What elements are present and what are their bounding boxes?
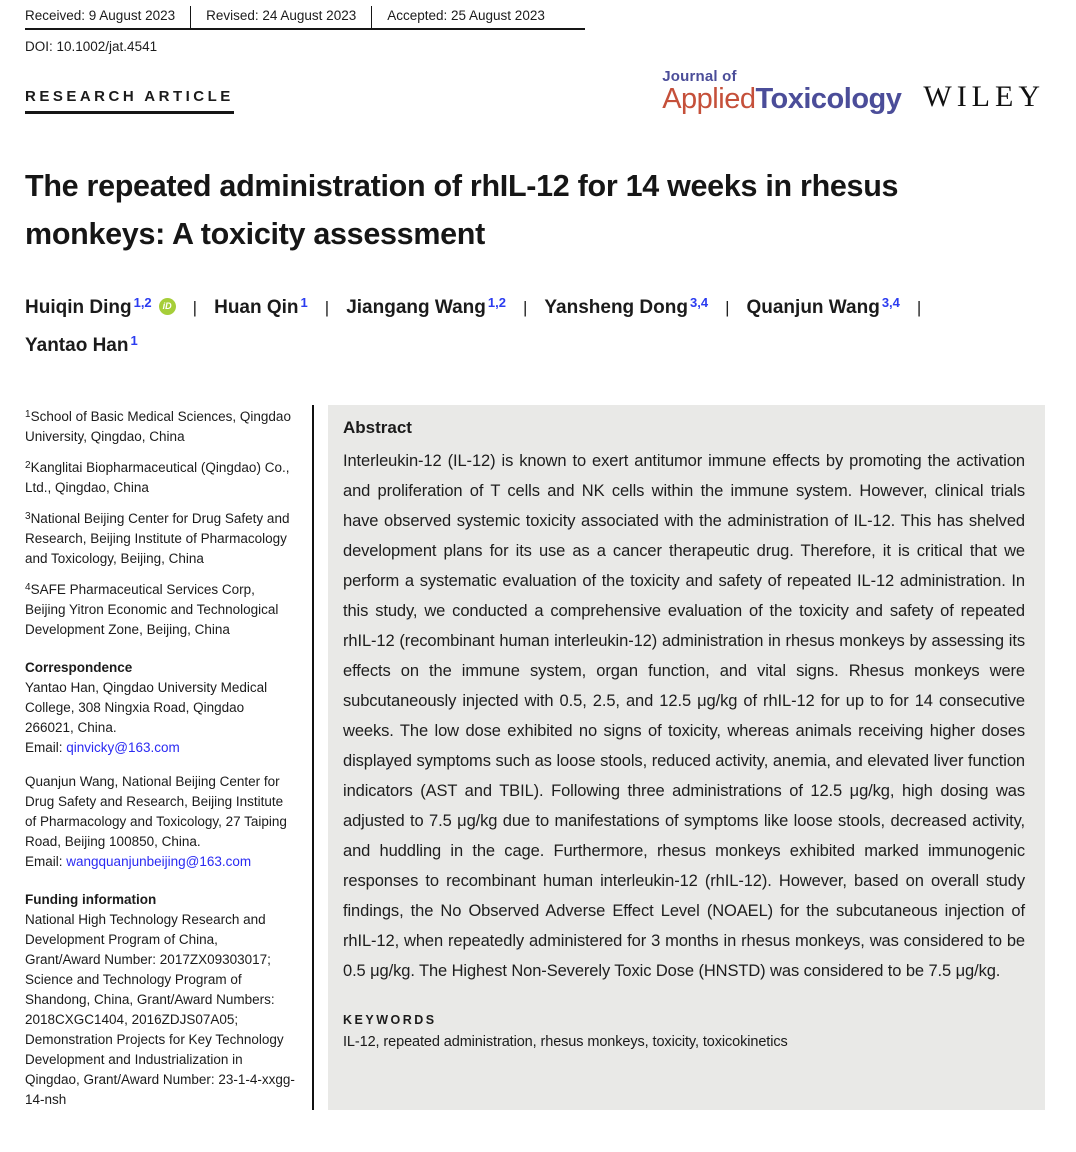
author xyxy=(746,295,899,319)
email-line xyxy=(25,738,296,758)
revised-date: Revised: 24 August 2023 xyxy=(191,6,372,28)
author-name: Yantao Han xyxy=(25,335,129,356)
author-affil-sup: 1 xyxy=(300,295,308,310)
email-label: Email: xyxy=(25,854,67,869)
author xyxy=(214,295,308,319)
abstract-panel xyxy=(328,405,1045,1110)
correspondence-heading: Correspondence xyxy=(25,660,133,675)
journal-logo[interactable] xyxy=(662,69,901,114)
email-link[interactable]: wangquanjunbeijing@163.com xyxy=(66,854,252,869)
accepted-date: Accepted: 25 August 2023 xyxy=(387,8,545,23)
abstract-body: Interleukin-12 (IL-12) is known to exert antitumor immune effects by promoting the activation and proliferation of T cells and NK cells within the immune system. However, clinical trials have observed systemic toxicity associated with the administration of IL-12. This has shelved development plans for its use as a cancer therapeutic drug. Therefore, it is critical that we perform a systematic evaluation of the toxicity and safety of repeated IL-12 administration. In this study, we conducted a comprehensive evaluation of the toxicity and safety of repeated rhIL-12 (recombinant human interleukin-12) administration in rhesus monkeys by assessing its effects on the immune system, organ function, and vital signs. Rhesus monkeys were subcutaneously injected with 0.5, 2.5, and 12.5 μg/kg of rhIL-12 for up to for 14 consecutive weeks. The low dose exhibited no signs of toxicity, whereas animals receiving higher doses displayed symptoms such as loose stools, reduced activity, anemia, and elevated liver function indicators (AST and TBIL). Following three administrations of 12.5 μg/kg, high dosing was adjusted to 7.5 μg/kg due to manifestations of symptoms like loose stools, decreased activity, and huddling in the cage. Furthermore, rhesus monkeys exhibited marked immunogenic responses to recombinant human interleukin-12 (rhIL-12). However, based on overall study findings, the No Observed Adverse Effect Level (NOAEL) for the subcutaneous injection of rhIL-12, when repeatedly administered for 3 months in rhesus monkeys, was considered to be 0.5 μg/kg. The Highest Non-Severely Toxic Dose (HNSTD) was considered to be 7.5 μg/kg. xyxy=(343,452,1025,980)
correspondence-entry xyxy=(25,678,296,758)
journal-of-label: Journal of xyxy=(662,68,737,85)
abstract-heading: Abstract xyxy=(343,418,412,437)
email-link[interactable]: qinvicky@163.com xyxy=(66,740,180,755)
doi: DOI: 10.1002/jat.4541 xyxy=(25,39,158,54)
affiliation-number: 1 xyxy=(25,409,31,420)
author-list xyxy=(25,295,955,357)
author xyxy=(25,333,138,357)
affiliation xyxy=(25,578,296,640)
received-date: Received: 9 August 2023 xyxy=(25,6,191,28)
author xyxy=(25,295,176,319)
journal-name xyxy=(662,83,901,115)
brand-block xyxy=(662,69,1045,114)
affiliation-text: School of Basic Medical Sciences, Qingdao University, Qingdao, China xyxy=(25,409,291,444)
author-separator: | xyxy=(324,298,330,317)
affiliation-text: SAFE Pharmaceutical Services Corp, Beijing Yitron Economic and Technological Development Zone, Beijing, China xyxy=(25,582,279,637)
affiliation-text: Kanglitai Biopharmaceutical (Qingdao) Co., Ltd., Qingdao, China xyxy=(25,460,290,495)
author-name: Huan Qin xyxy=(214,297,299,318)
article-type-label: RESEARCH ARTICLE xyxy=(25,88,234,114)
author xyxy=(346,295,506,319)
dates-strip xyxy=(25,6,585,30)
author-name: Jiangang Wang xyxy=(346,297,486,318)
affiliation-number: 3 xyxy=(25,511,31,522)
author-affil-sup: 3,4 xyxy=(881,295,900,310)
affiliation xyxy=(25,507,296,569)
two-column-area xyxy=(25,405,1045,1110)
author-affil-sup: 1 xyxy=(130,333,138,348)
left-sidebar xyxy=(25,405,312,1110)
author-affil-sup: 1,2 xyxy=(487,295,506,310)
funding-text: National High Technology Research and Development Program of China, Grant/Award Number: 2017ZX09303017; Science and Technology Program of Shandong, China, Grant/Award Numbers: 2018CXGC1404, 2016ZDJS07A05; Demonstration Projects for Key Technology Development and Industrialization in Qingdao, Grant/Award Number: 23-1-4-xxgg-14-nsh xyxy=(25,912,295,1107)
author-separator: | xyxy=(522,298,528,317)
author-separator: | xyxy=(192,298,198,317)
correspondence-text: Yantao Han, Qingdao University Medical College, 308 Ningxia Road, Qingdao 266021, China. xyxy=(25,680,268,735)
author-separator: | xyxy=(916,298,922,317)
author-affil-sup: 1,2 xyxy=(133,295,152,310)
affiliation xyxy=(25,405,296,447)
journal-applied-label: Applied xyxy=(662,83,756,115)
author-name: Quanjun Wang xyxy=(746,297,880,318)
page-title: The repeated administration of rhIL-12 for 14 weeks in rhesus monkeys: A toxicity assessment xyxy=(25,169,899,251)
affiliation-number: 2 xyxy=(25,460,31,471)
journal-toxicology-label: Toxicology xyxy=(755,83,902,115)
keywords-heading: KEYWORDS xyxy=(343,1013,437,1027)
header-band xyxy=(25,62,1045,114)
wiley-logo[interactable]: WILEY xyxy=(923,80,1045,113)
email-label: Email: xyxy=(25,740,67,755)
author xyxy=(544,295,708,319)
affiliation-number: 4 xyxy=(25,582,31,593)
author-separator: | xyxy=(725,298,730,317)
email-line xyxy=(25,852,296,872)
author-name: Huiqin Ding xyxy=(25,297,132,318)
correspondence-text: Quanjun Wang, National Beijing Center for Drug Safety and Research, Beijing Institute of Pharmacology and Toxicology, 27 Taiping Road, Beijing 100850, China. xyxy=(25,774,287,849)
column-divider xyxy=(312,405,314,1110)
author-affil-sup: 3,4 xyxy=(689,295,709,310)
correspondence-entry xyxy=(25,772,296,872)
affiliation-text: National Beijing Center for Drug Safety and Research, Beijing Institute of Pharmacology and Toxicology, Beijing, China xyxy=(25,511,290,566)
orcid-icon[interactable]: iD xyxy=(159,298,176,315)
author-name: Yansheng Dong xyxy=(544,297,688,318)
funding-heading: Funding information xyxy=(25,892,157,907)
keywords-list: IL-12, repeated administration, rhesus monkeys, toxicity, toxicokinetics xyxy=(343,1034,788,1050)
affiliation xyxy=(25,456,296,498)
